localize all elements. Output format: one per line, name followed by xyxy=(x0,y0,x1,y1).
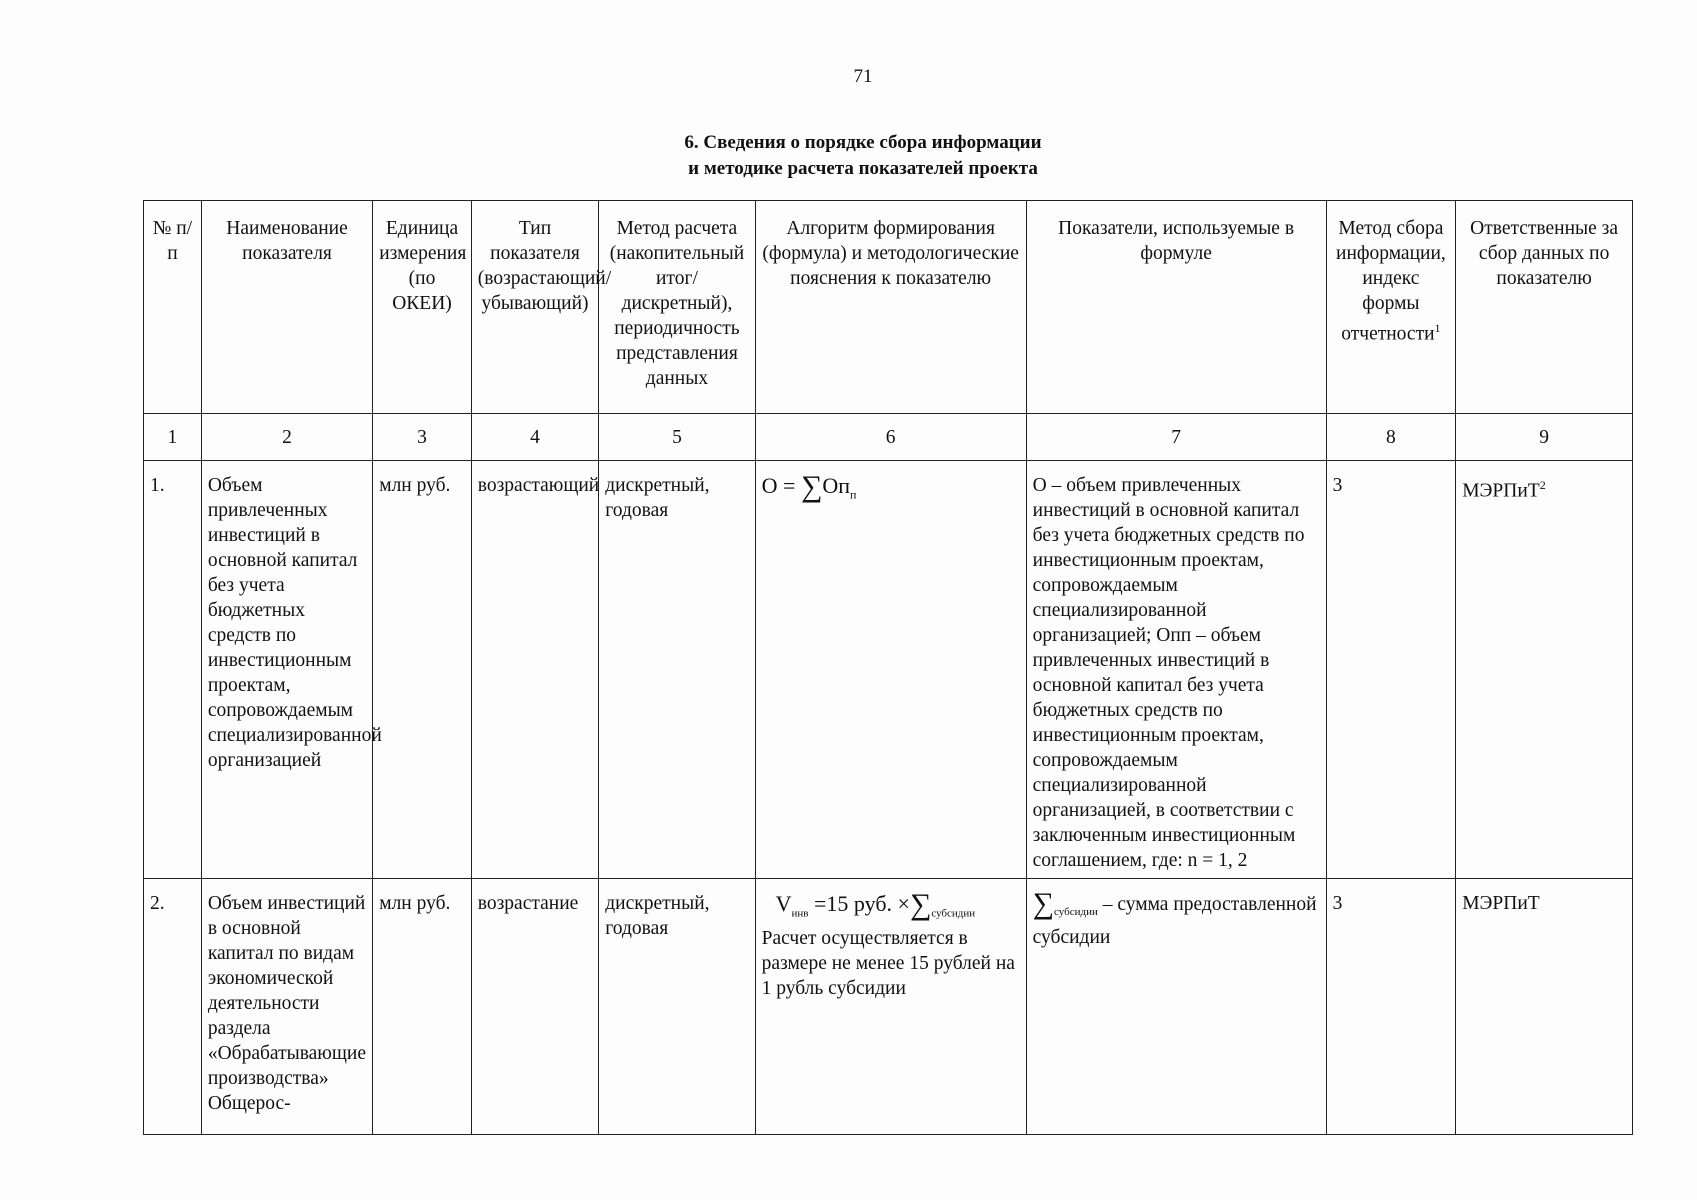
header-cell: Наименование показателя xyxy=(201,201,372,414)
indicator-name: Объем инвестиций в основной капитал по видам экономической деятельности раздела «Обрабатывающие производства» Общерос- xyxy=(201,879,372,1135)
formula-indicators: О – объем привлеченных инвестиций в основной капитал без учета бюджетных средств по инвестиционным проектам, сопровождаемым специализированной организацией; Опп – объем привлеченных инвестиций в основной капитал без учета бюджетных средств по инвестиционным проектам, сопровождаемым специализированной организацией, в соответствии с заключенным инвестиционным соглашением, где: n = 1, 2 xyxy=(1026,461,1326,879)
indicators-table-wrapper xyxy=(143,200,1633,1135)
column-number-row xyxy=(144,414,1633,461)
header-cell: Ответственные за сбор данных по показателю xyxy=(1456,201,1633,414)
responsible xyxy=(1456,461,1633,879)
formula xyxy=(761,470,857,503)
indicators-table xyxy=(143,200,1633,1135)
page-number: 71 xyxy=(853,66,873,87)
table-row xyxy=(144,461,1633,879)
header-cell: Метод расчета (накопительный итог/ дискретный), периодичность представления данных xyxy=(599,201,755,414)
formula-note: Расчет осуществляется в размере не менее 15 рублей на 1 рубль субсидии xyxy=(761,928,1015,1000)
title-line-2: и методике расчета показателей проекта xyxy=(688,158,1038,179)
column-number: 6 xyxy=(755,414,1026,461)
header-cell: Алгоритм формирования (формула) и методологические пояснения к показателю xyxy=(755,201,1026,414)
column-number: 3 xyxy=(373,414,472,461)
formula-term: Оп xyxy=(822,473,850,498)
header-cell xyxy=(1326,201,1456,414)
formula-lhs: V xyxy=(775,891,792,916)
sum-symbol: ∑ xyxy=(909,888,932,921)
unit: млн руб. xyxy=(373,461,472,879)
table-row xyxy=(144,879,1633,1135)
calc-method: дискретный, годовая xyxy=(599,461,755,879)
column-number: 2 xyxy=(201,414,372,461)
header-text: Метод сбора информации, индекс формы отчетности xyxy=(1336,218,1446,345)
unit: млн руб. xyxy=(373,879,472,1135)
collection-method: 3 xyxy=(1326,461,1456,879)
indicators-text: – сумма предоставленной субсидии xyxy=(1032,894,1317,948)
formula-cell xyxy=(755,879,1026,1135)
indicator-type: возрастающий xyxy=(471,461,598,879)
indicator-name: Объем привлеченных инвестиций в основной капитал без учета бюджетных средств по инвестиционным проектам, сопровождаемым специализированной организацией xyxy=(201,461,372,879)
section-title xyxy=(0,130,1697,182)
column-number: 7 xyxy=(1026,414,1326,461)
formula-lhs-subscript: инв xyxy=(791,907,809,920)
title-line-1: 6. Сведения о порядке сбора информации xyxy=(684,132,1042,153)
header-cell: № п/п xyxy=(144,201,202,414)
column-number: 4 xyxy=(471,414,598,461)
formula-cell xyxy=(755,461,1026,879)
formula-lhs: О = xyxy=(761,473,796,498)
column-number: 9 xyxy=(1456,414,1633,461)
indicator-type: возрастание xyxy=(471,879,598,1135)
column-number: 8 xyxy=(1326,414,1456,461)
responsible-text: МЭРПиТ xyxy=(1462,480,1540,502)
footnote-mark: 1 xyxy=(1434,321,1441,335)
column-number: 1 xyxy=(144,414,202,461)
header-row xyxy=(144,201,1633,414)
header-cell: Единица измерения (по ОКЕИ) xyxy=(373,201,472,414)
formula-mid: =15 руб. × xyxy=(814,891,910,916)
column-number: 5 xyxy=(599,414,755,461)
header-cell: Тип показателя (возрастающий/убывающий) xyxy=(471,201,598,414)
header-cell: Показатели, используемые в формуле xyxy=(1026,201,1326,414)
collection-method: 3 xyxy=(1326,879,1456,1135)
sum-symbol: ∑ xyxy=(1032,887,1055,920)
footnote-mark: 2 xyxy=(1539,478,1546,492)
formula xyxy=(762,888,1020,926)
row-number: 2. xyxy=(144,879,202,1135)
formula-indicators xyxy=(1026,879,1326,1135)
calc-method: дискретный, годовая xyxy=(599,879,755,1135)
row-number: 1. xyxy=(144,461,202,879)
formula-subscript: п xyxy=(850,487,857,502)
sum-subscript: субсидии xyxy=(1054,905,1098,918)
sum-symbol: ∑ xyxy=(800,470,823,503)
responsible: МЭРПиТ xyxy=(1456,879,1633,1135)
formula-sum-subscript: субсидии xyxy=(931,907,976,920)
